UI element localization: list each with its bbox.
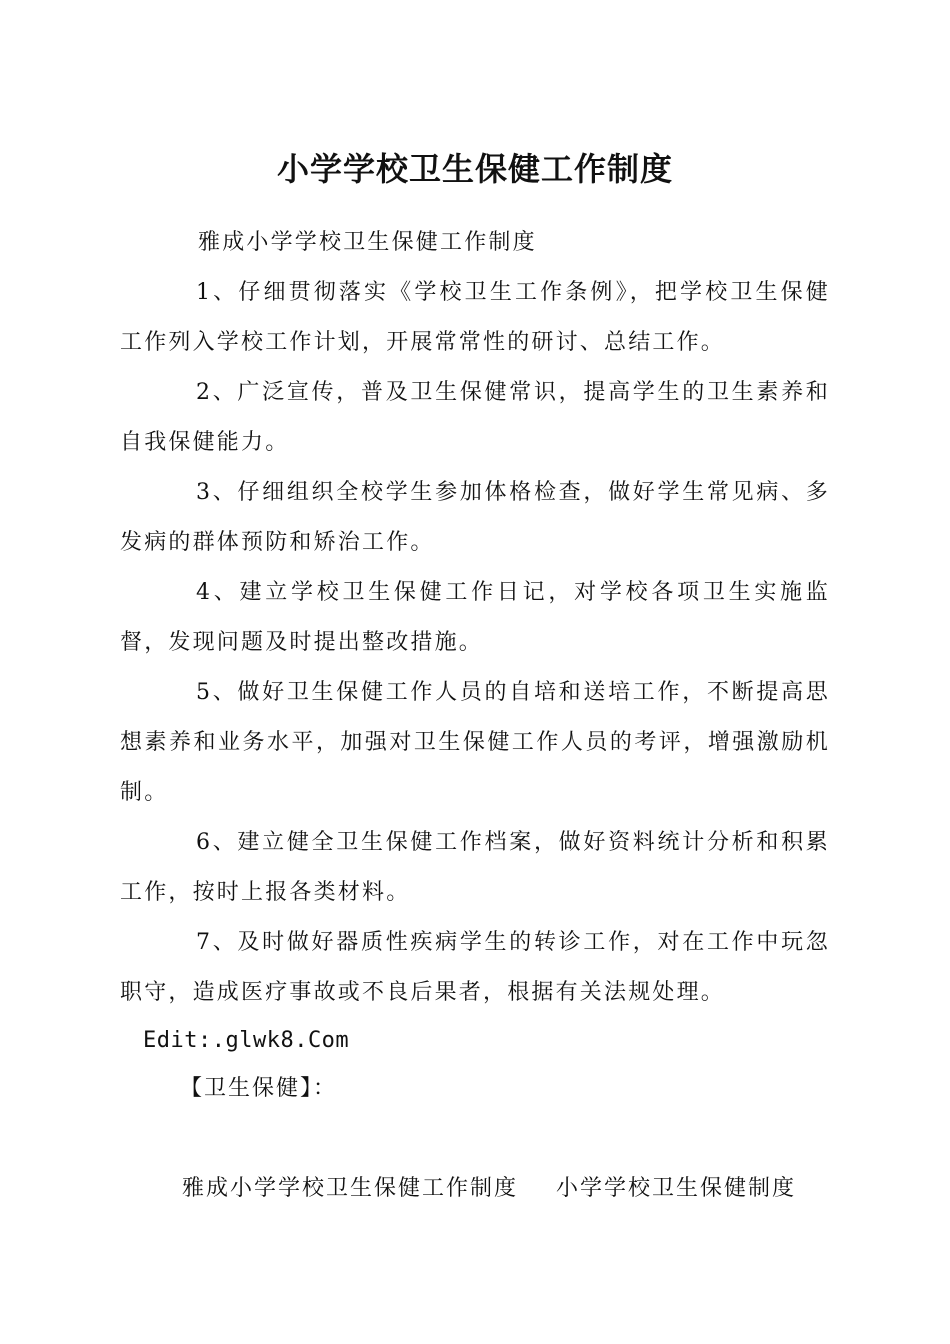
paragraph-5: 5、做好卫生保健工作人员的自培和送培工作，不断提高思想素养和业务水平，加强对卫生保健工作人员的考评，增强激励机制。 — [120, 680, 830, 805]
document-body — [120, 218, 830, 1018]
paragraph-4: 4、建立学校卫生保健工作日记，对学校各项卫生实施监督，发现问题及时提出整改措施。 — [120, 580, 830, 655]
paragraph-2: 2、广泛宣传，普及卫生保健常识，提高学生的卫生素养和自我保健能力。 — [120, 380, 830, 455]
related-link-2[interactable]: 小学学校卫生保健制度 — [556, 1176, 797, 1201]
edit-source-line: Edit:.glwk8.Com — [143, 1028, 350, 1053]
tag-label: 【卫生保健】： — [180, 1076, 338, 1101]
related-link-1[interactable]: 雅成小学学校卫生保健工作制度 — [182, 1176, 519, 1201]
related-links — [182, 1164, 842, 1214]
document-subtitle: 雅成小学学校卫生保健工作制度 — [198, 230, 537, 255]
page-title: 小学学校卫生保健工作制度 — [276, 150, 673, 188]
paragraph-1: 1、仔细贯彻落实《学校卫生工作条例》，把学校卫生保健工作列入学校工作计划，开展常常性的研讨、总结工作。 — [120, 280, 830, 355]
paragraph-3: 3、仔细组织全校学生参加体格检查，做好学生常见病、多发病的群体预防和矫治工作。 — [120, 480, 830, 555]
paragraph-7: 7、及时做好器质性疾病学生的转诊工作，对在工作中玩忽职守，造成医疗事故或不良后果者，根据有关法规处理。 — [120, 930, 830, 1005]
paragraph-6: 6、建立健全卫生保健工作档案，做好资料统计分析和积累工作，按时上报各类材料。 — [120, 830, 830, 905]
